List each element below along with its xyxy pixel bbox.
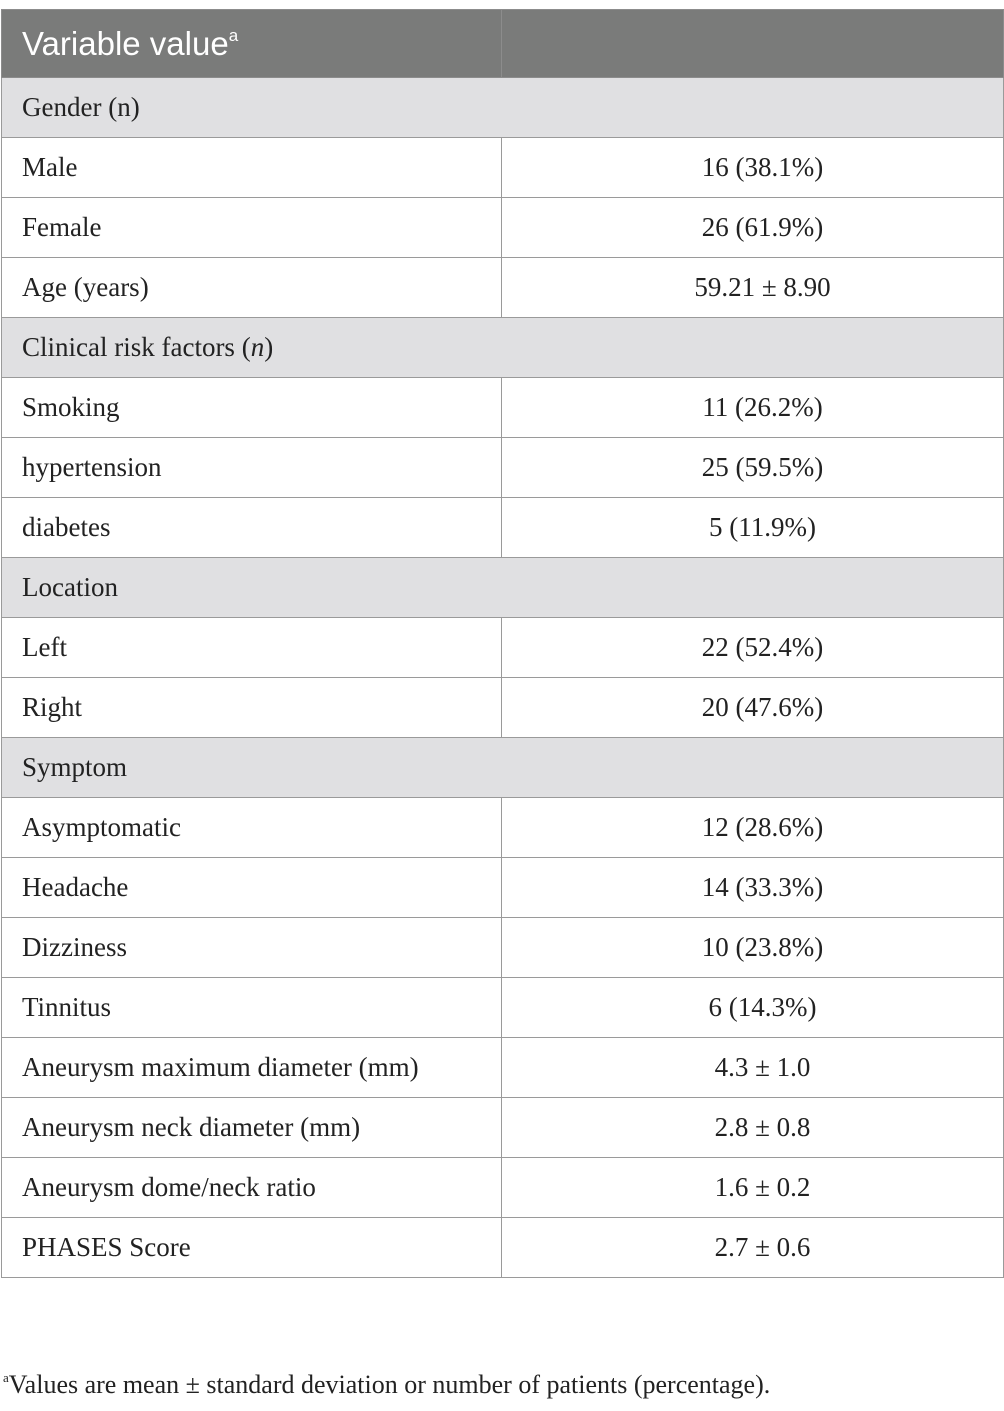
row-value: 14 (33.3%) <box>502 858 1004 918</box>
row-label: Smoking <box>2 378 502 438</box>
row-value: 25 (59.5%) <box>502 438 1004 498</box>
row-label: Male <box>2 138 502 198</box>
row-value: 11 (26.2%) <box>502 378 1004 438</box>
row-label: Age (years) <box>2 258 502 318</box>
header-empty-cell <box>502 10 1004 78</box>
row-label: Tinnitus <box>2 978 502 1038</box>
group-label-italic-n: n <box>250 332 265 362</box>
group-label-clinical-risk-factors <box>2 318 1004 378</box>
row-value: 5 (11.9%) <box>502 498 1004 558</box>
row-label: Female <box>2 198 502 258</box>
table-row-right <box>2 678 1004 738</box>
table-row-asymptomatic <box>2 798 1004 858</box>
table-row-tinnitus <box>2 978 1004 1038</box>
row-label: Headache <box>2 858 502 918</box>
row-value: 1.6 ± 0.2 <box>502 1158 1004 1218</box>
table-footnote <box>3 1370 770 1400</box>
table-row-female <box>2 198 1004 258</box>
group-label-gender: Gender (n) <box>2 78 1004 138</box>
group-row-location <box>2 558 1004 618</box>
row-label: Right <box>2 678 502 738</box>
table-row-diabetes <box>2 498 1004 558</box>
table-row-left <box>2 618 1004 678</box>
footnote-marker: a <box>3 1370 9 1385</box>
row-value: 12 (28.6%) <box>502 798 1004 858</box>
row-label: Aneurysm neck diameter (mm) <box>2 1098 502 1158</box>
group-row-symptom <box>2 738 1004 798</box>
table-row-dome-neck-ratio <box>2 1158 1004 1218</box>
row-value: 4.3 ± 1.0 <box>502 1038 1004 1098</box>
table-row-smoking <box>2 378 1004 438</box>
row-value: 6 (14.3%) <box>502 978 1004 1038</box>
table-row-phases-score <box>2 1218 1004 1278</box>
group-row-clinical-risk-factors <box>2 318 1004 378</box>
row-label: Aneurysm dome/neck ratio <box>2 1158 502 1218</box>
table-row-hypertension <box>2 438 1004 498</box>
table-row-dizziness <box>2 918 1004 978</box>
row-value: 59.21 ± 8.90 <box>502 258 1004 318</box>
group-row-gender <box>2 78 1004 138</box>
row-label: Aneurysm maximum diameter (mm) <box>2 1038 502 1098</box>
row-label: PHASES Score <box>2 1218 502 1278</box>
row-value: 22 (52.4%) <box>502 618 1004 678</box>
row-value: 10 (23.8%) <box>502 918 1004 978</box>
table-header-row <box>2 10 1004 78</box>
header-variable-value <box>2 10 502 78</box>
table-row-male <box>2 138 1004 198</box>
row-value: 20 (47.6%) <box>502 678 1004 738</box>
table-row-headache <box>2 858 1004 918</box>
row-value: 16 (38.1%) <box>502 138 1004 198</box>
row-label: hypertension <box>2 438 502 498</box>
table-row-neck-diameter <box>2 1098 1004 1158</box>
header-footnote-marker: a <box>228 26 239 45</box>
row-label: Dizziness <box>2 918 502 978</box>
table-row-age <box>2 258 1004 318</box>
row-value: 2.7 ± 0.6 <box>502 1218 1004 1278</box>
group-label-text: Clinical risk factors ( <box>22 332 251 362</box>
row-value: 26 (61.9%) <box>502 198 1004 258</box>
group-label-location: Location <box>2 558 1004 618</box>
row-label: Left <box>2 618 502 678</box>
row-label: diabetes <box>2 498 502 558</box>
row-value: 2.8 ± 0.8 <box>502 1098 1004 1158</box>
group-label-symptom: Symptom <box>2 738 1004 798</box>
patient-characteristics-table <box>1 9 1004 1278</box>
table-row-max-diameter <box>2 1038 1004 1098</box>
group-label-close-paren: ) <box>264 332 274 362</box>
footnote-text: Values are mean ± standard deviation or number of patients (percentage). <box>8 1370 771 1399</box>
header-label: Variable value <box>22 25 229 62</box>
row-label: Asymptomatic <box>2 798 502 858</box>
